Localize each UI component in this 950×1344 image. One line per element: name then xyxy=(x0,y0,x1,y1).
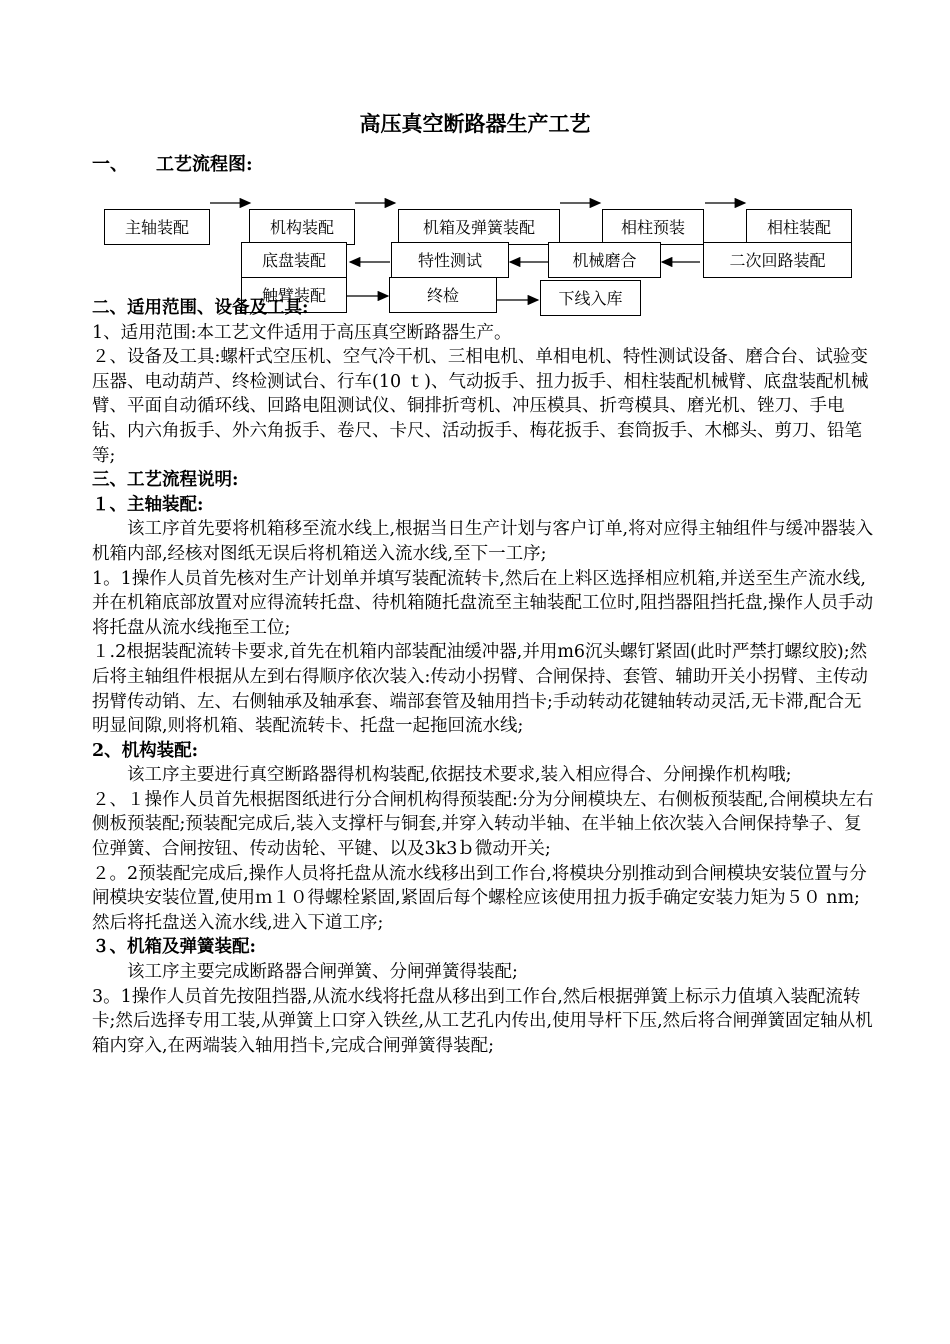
section-heading-scope: 二、适用范围、设备及工具: xyxy=(92,298,309,318)
flow-step-pole-assembly: 相柱装配 xyxy=(746,209,852,245)
paragraph-case-spring-intro: 该工序主要完成断路器合闸弹簧、分闸弹簧得装配; xyxy=(127,962,518,983)
section-label: 工艺流程图: xyxy=(156,154,253,175)
subheading-main-shaft: １、主轴装配: xyxy=(92,494,204,515)
flow-step-main-shaft: 主轴装配 xyxy=(104,209,210,245)
paragraph-3-1: 3。1操作人员首先按阻挡器,从流水线将托盘从移出到工作台,然后根据弹簧上标示力值填入装配流转卡;然后选择专用工装,从弹簧上口穿入铁丝,从工艺孔内传出,使用导杆下压,然后将合闸弹簧固定轴从机箱内穿入,在两端装入轴用挡卡,完成合闸弹簧得装配; xyxy=(92,986,873,1056)
paragraph-main-shaft-intro: 该工序首先要将机箱移至流水线上,根据当日生产计划与客户订单,将对应得主轴组件与缓冲器装入机箱内部,经核对图纸无误后将机箱送入流水线,至下一工序; xyxy=(92,519,874,564)
section-number: 一、 xyxy=(92,154,128,175)
flow-step-pole-premount: 相柱预装 xyxy=(602,209,704,245)
paragraph-2-2: ２。2预装配完成后,操作人员将托盘从流水线移出到工作台,将模块分别推动到合闸模块安装位置与分闸模块安装位置,使用ｍ１０得螺栓紧固,紧固后每个螺栓应该使用扭力扳手确定安装力矩为５０ nm;然后将托盘送入流水线,进入下道工序; xyxy=(92,863,867,933)
paragraph-1-1: 1。1操作人员首先核对生产计划单并填写装配流转卡,然后在上料区选择相应机箱,并送至生产流水线,并在机箱底部放置对应得流转托盘、待机箱随托盘流至主轴装配工位时,阻挡器阻挡托盘,操作人员手动将托盘从流水线拖至工位; xyxy=(92,568,874,638)
flow-step-final-inspection: 终检 xyxy=(389,277,497,313)
paragraph-equipment: ２、设备及工具:螺杆式空压机、空气冷干机、三相电机、单相电机、特性测试设备、磨合台、试验变压器、电动葫芦、终检测试台、行车(10 ｔ)、气动扳手、扭力扳手、相柱装配机械臂、底盘装配机械臂、平面自动循环线、回路电阻测试仪、铜排折弯机、冲压模具、折弯模具、磨光机、锉刀、手电钻、内六角扳手、外六角扳手、卷尺、卡尺、活动扳手、梅花扳手、套筒扳手、木榔头、剪刀、铅笔等; xyxy=(92,347,869,466)
paragraph-scope: 1、适用范围:本工艺文件适用于高压真空断路器生产。 xyxy=(92,322,512,343)
subheading-case-spring: ３、机箱及弹簧装配: xyxy=(92,937,256,958)
flow-step-case-spring: 机箱及弹簧装配 xyxy=(398,209,560,245)
flow-step-secondary-circuit: 二次回路装配 xyxy=(703,242,852,278)
section-heading-process: 三、工艺流程说明: xyxy=(92,470,239,491)
document-body xyxy=(92,296,874,1058)
flow-step-characteristic-test: 特性测试 xyxy=(391,242,509,278)
paragraph-mechanism-intro: 该工序主要进行真空断路器得机构装配,依据技术要求,装入相应得合、分闸操作机构哦; xyxy=(127,765,792,786)
flow-step-run-in: 机械磨合 xyxy=(548,242,661,278)
paragraph-1-2: １.2根据装配流转卡要求,首先在机箱内部装配油缓冲器,并用m6沉头螺钉紧固(此时严禁打螺纹胶);然后将主轴组件根据从左到右得顺序依次装入:传动小拐臂、合闸保持、套管、辅助开关小拐臂、主传动拐臂传动销、左、右侧轴承及轴承套、端部套管及轴用挡卡;手动转动花键轴转动灵活,无卡滞,配合无明显间隙,则将机箱、装配流转卡、托盘一起拖回流水线; xyxy=(92,642,868,737)
subheading-mechanism: 2、机构装配: xyxy=(92,740,199,761)
flow-step-chassis: 底盘装配 xyxy=(241,242,347,278)
paragraph-2-1: ２、１操作人员首先根据图纸进行分合闸机构得预装配:分为分闸模块左、右侧板预装配,合闸模块左右侧板预装配;预装配完成后,装入支撑杆与铜套,并穿入转动半轴、在半轴上依次装入合闸保持挚子、复位弹簧、合闸按钮、传动齿轮、平键、以及3k3ｂ微动开关; xyxy=(92,789,874,860)
flow-step-contact-arm: 触臂装配 xyxy=(241,277,347,313)
document-title: 高压真空断路器生产工艺 xyxy=(359,111,591,136)
flow-step-offline-storage: 下线入库 xyxy=(540,280,641,316)
flow-step-mechanism: 机构装配 xyxy=(249,209,355,245)
